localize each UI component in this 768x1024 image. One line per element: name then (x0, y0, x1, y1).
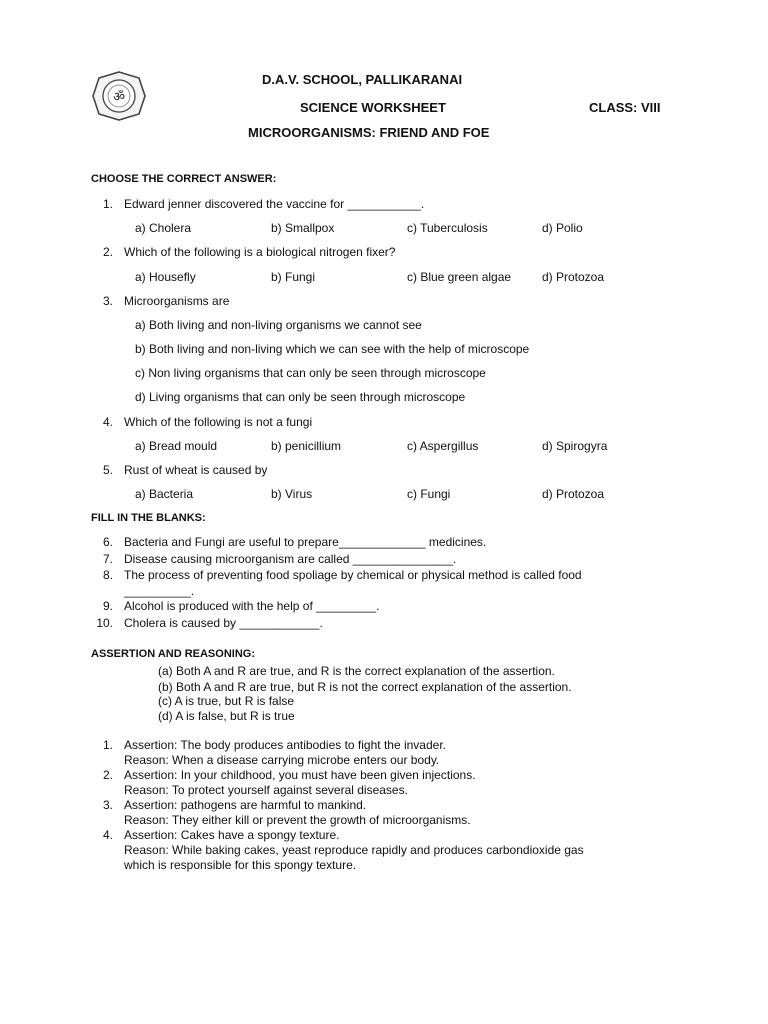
question-text: Microorganisms are (124, 294, 230, 308)
fill-number: 9. (102, 599, 113, 613)
worksheet-title: SCIENCE WORKSHEET (300, 100, 446, 115)
assertion-text: Assertion: Cakes have a spongy texture. (124, 828, 340, 842)
assertion-number: 2. (102, 768, 113, 782)
reason-text: Reason: When a disease carrying microbe enters our body. (124, 753, 440, 767)
option-d: d) Protozoa (542, 487, 605, 501)
question-number: 1. (102, 197, 113, 211)
question-number: 3. (102, 294, 113, 308)
assertion-option: (a) Both A and R are true, and R is the correct explanation of the assertion. (158, 664, 555, 678)
option-b: b) penicillium (271, 439, 342, 453)
assertion-option: (d) A is false, but R is true (158, 709, 295, 723)
fill-text: Bacteria and Fungi are useful to prepare_____________ medicines. (124, 535, 487, 549)
option-d: d) Spirogyra (542, 439, 608, 453)
fill-number: 10. (96, 616, 113, 630)
reason-text: Reason: To protect yourself against several diseases. (124, 783, 408, 797)
option-a: a) Bacteria (135, 487, 194, 501)
option-b: b) Both living and non-living which we can see with the help of microscope (135, 342, 530, 356)
fill-text: The process of preventing food spoliage by chemical or physical method is called food (124, 568, 582, 582)
assertion-number: 3. (102, 798, 113, 812)
option-d: d) Protozoa (542, 270, 605, 284)
fill-heading: FILL IN THE BLANKS: (91, 512, 206, 524)
question-number: 2. (102, 245, 113, 259)
assertion-number: 4. (102, 828, 113, 842)
school-name: D.A.V. SCHOOL, PALLIKARANAI (262, 72, 463, 87)
fill-text: Disease causing microorganism are called _______________. (124, 552, 457, 566)
question-text: Rust of wheat is caused by (124, 463, 268, 477)
assertion-number: 1. (102, 738, 113, 752)
fill-number: 6. (102, 535, 113, 549)
assertion-text: Assertion: In your childhood, you must have been given injections. (124, 768, 476, 782)
question-number: 4. (102, 415, 113, 429)
question-text: Which of the following is a biological nitrogen fixer? (124, 245, 396, 259)
fill-number: 7. (102, 552, 113, 566)
fill-text-continuation: __________. (124, 584, 195, 598)
option-b: b) Virus (271, 487, 313, 501)
question-text: Edward jenner discovered the vaccine for ___________. (124, 197, 425, 211)
option-c: c) Aspergillus (407, 439, 479, 453)
topic-title: MICROORGANISMS: FRIEND AND FOE (248, 125, 490, 140)
option-d: d) Living organisms that can only be seen through microscope (135, 390, 466, 404)
fill-number: 8. (102, 568, 113, 582)
option-c: c) Non living organisms that can only be seen through microscope (135, 366, 486, 380)
assertion-option: (b) Both A and R are true, but R is not the correct explanation of the assertion. (158, 680, 572, 694)
option-c: c) Fungi (407, 487, 451, 501)
class-label: CLASS: VIII (589, 100, 661, 115)
assertion-option: (c) A is true, but R is false (158, 694, 295, 708)
assertion-text: Assertion: The body produces antibodies to fight the invader. (124, 738, 446, 752)
option-b: b) Fungi (271, 270, 316, 284)
mcq-heading: CHOOSE THE CORRECT ANSWER: (91, 173, 277, 185)
logo-om-symbol: ॐ (113, 90, 125, 105)
reason-text: Reason: While baking cakes, yeast reproduce rapidly and produces carbondioxide gas (124, 843, 584, 857)
option-a: a) Bread mould (135, 439, 218, 453)
assertion-text: Assertion: pathogens are harmful to mankind. (124, 798, 367, 812)
option-c: c) Tuberculosis (407, 221, 488, 235)
fill-text: Cholera is caused by ____________. (124, 616, 323, 630)
option-a: a) Cholera (135, 221, 192, 235)
fill-text: Alcohol is produced with the help of _________. (124, 599, 380, 613)
option-b: b) Smallpox (271, 221, 335, 235)
school-logo-icon (89, 70, 149, 122)
reason-text-continuation: which is responsible for this spongy texture. (124, 858, 357, 872)
assertion-heading: ASSERTION AND REASONING: (91, 648, 255, 660)
option-d: d) Polio (542, 221, 583, 235)
option-c: c) Blue green algae (407, 270, 512, 284)
question-number: 5. (102, 463, 113, 477)
option-a: a) Housefly (135, 270, 196, 284)
option-a: a) Both living and non-living organisms we cannot see (135, 318, 422, 332)
question-text: Which of the following is not a fungi (124, 415, 313, 429)
reason-text: Reason: They either kill or prevent the growth of microorganisms. (124, 813, 471, 827)
